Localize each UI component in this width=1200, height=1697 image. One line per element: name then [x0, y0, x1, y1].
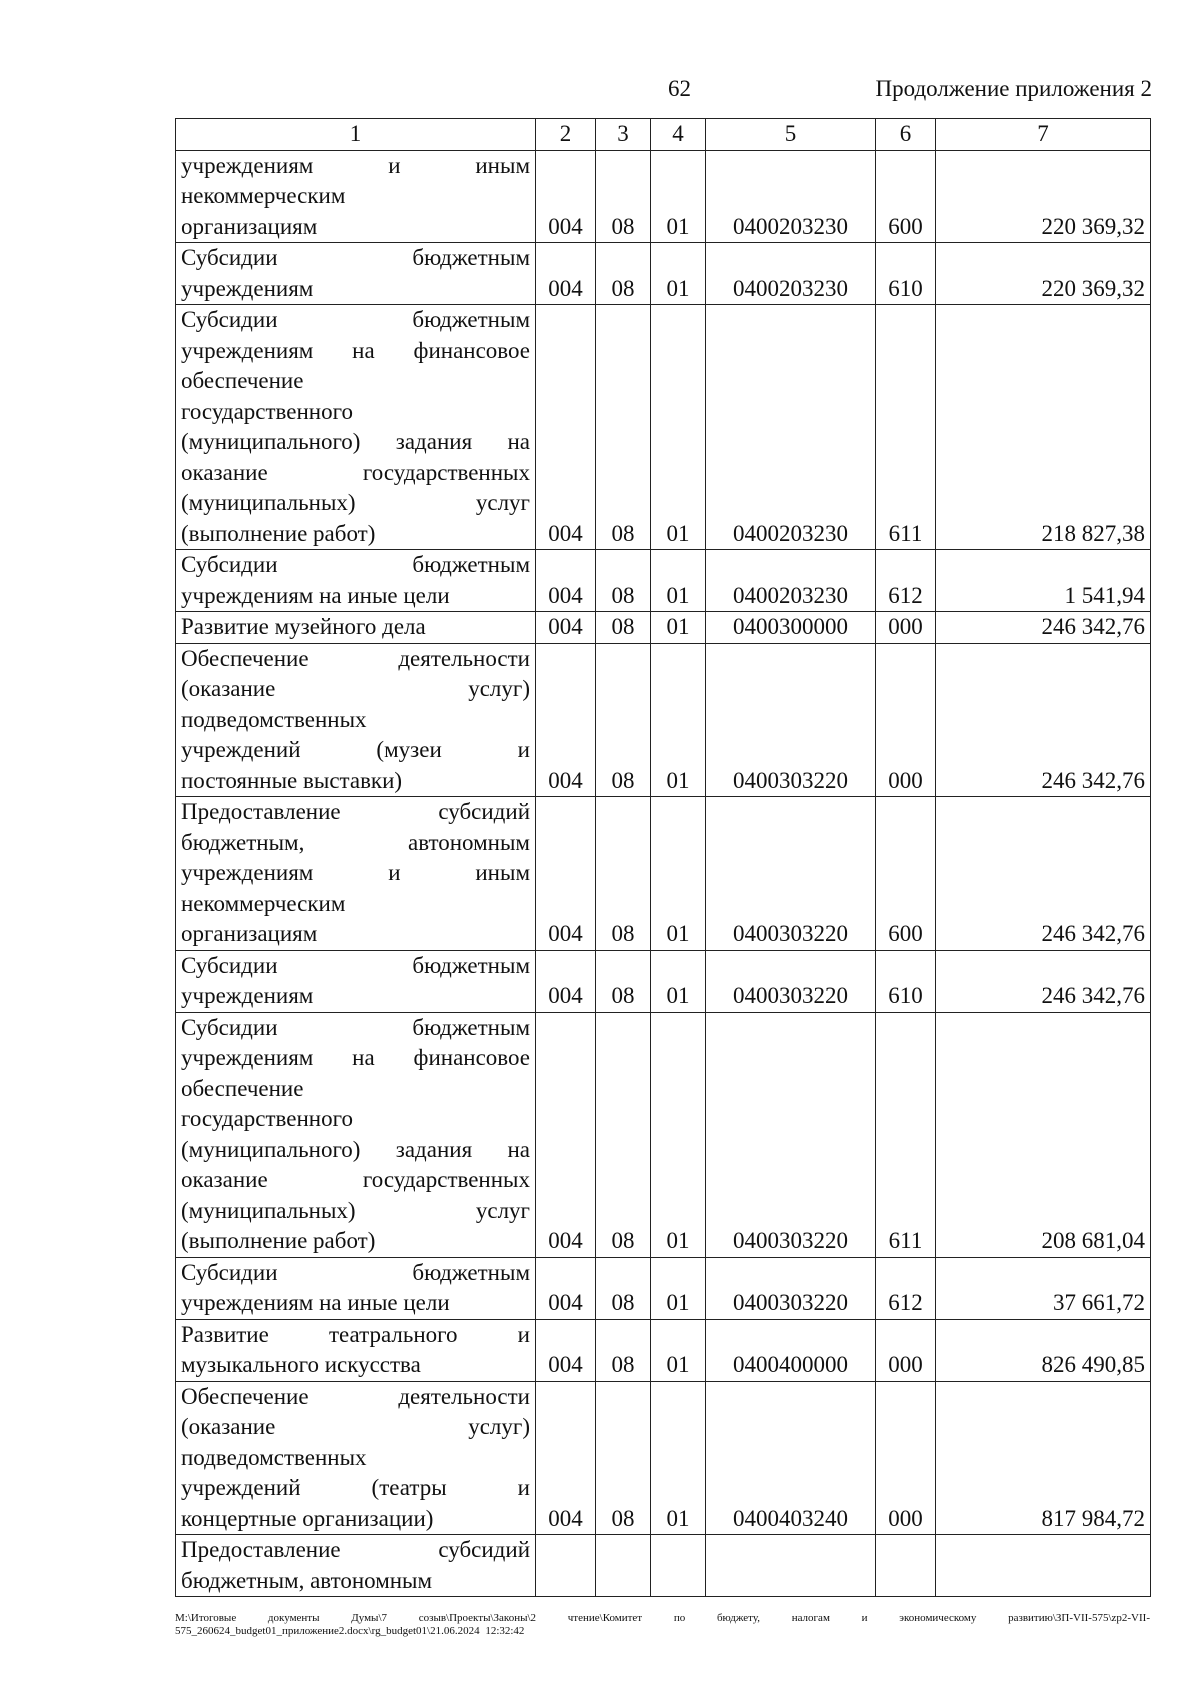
- section-code-cell: 08: [596, 305, 651, 550]
- column-header-4: 4: [651, 119, 706, 151]
- expense-type-cell: 612: [876, 550, 936, 612]
- ministry-code-cell: [536, 1535, 596, 1597]
- expense-type-cell: 000: [876, 612, 936, 644]
- target-article-cell: 0400203230: [706, 550, 876, 612]
- item-name-cell: [176, 305, 536, 550]
- item-name-cell: [176, 797, 536, 951]
- ministry-code-cell: 004: [536, 950, 596, 1012]
- item-name-line: учреждениям на иные цели: [181, 1290, 450, 1315]
- target-article-cell: 0400300000: [706, 612, 876, 644]
- item-name-cell: [176, 150, 536, 243]
- item-name-line: Обеспечение деятельности: [181, 645, 530, 671]
- subsection-code-cell: [651, 1535, 706, 1597]
- target-article-cell: 0400403240: [706, 1381, 876, 1535]
- table-row: [176, 643, 1151, 797]
- column-header-2: 2: [536, 119, 596, 151]
- subsection-code-cell: 01: [651, 797, 706, 951]
- item-name-line: Предоставление субсидий: [181, 799, 530, 824]
- item-name-line: (муниципальных) услуг: [181, 490, 530, 515]
- section-code-cell: [596, 1535, 651, 1597]
- target-article-cell: 0400400000: [706, 1319, 876, 1381]
- item-name-line: концертные организации): [181, 1505, 434, 1531]
- page-number: 62: [668, 76, 691, 101]
- item-name-line: (выполнение работ): [181, 1228, 376, 1253]
- column-header-7: 7: [936, 119, 1151, 151]
- item-name-line: учреждениям: [181, 275, 314, 301]
- item-name-cell: [176, 1535, 536, 1597]
- item-name-line: учреждениям: [181, 983, 314, 1008]
- item-name-line: учреждениям на иные цели: [181, 582, 450, 608]
- budget-table: [175, 118, 1151, 1597]
- section-code-cell: 08: [596, 550, 651, 612]
- item-name-line: (оказание услуг): [181, 676, 530, 701]
- column-header-1: 1: [176, 119, 536, 151]
- document-file-path: M:\Итоговые документы Думы\7 созыв\Проекты\Законы\2 чтение\Комитет по бюджету, налогам и экономическому развитию\ЗП-VII-575\zp2-VII-575_260624_budget01_приложение2.docx\rg_budget01\21.06.2024 12:32:42: [175, 1612, 1150, 1637]
- ministry-code-cell: 004: [536, 1319, 596, 1381]
- table-row: [176, 1535, 1151, 1597]
- ministry-code-cell: 004: [536, 1257, 596, 1319]
- item-name-line: (муниципальных) услуг: [181, 1197, 530, 1223]
- ministry-code-cell: 004: [536, 643, 596, 797]
- item-name-line: учреждениям на финансовое: [181, 1045, 530, 1070]
- expense-type-cell: 611: [876, 1012, 936, 1257]
- expense-type-cell: 610: [876, 243, 936, 305]
- ministry-code-cell: 004: [536, 1381, 596, 1535]
- item-name-line: некоммерческим: [181, 183, 346, 208]
- item-name-cell: [176, 1012, 536, 1257]
- target-article-cell: 0400303220: [706, 1012, 876, 1257]
- item-name-line: Субсидии бюджетным: [181, 552, 530, 577]
- item-name-line: организациям: [181, 213, 318, 239]
- item-name-line: Субсидии бюджетным: [181, 1014, 530, 1040]
- subsection-code-cell: 01: [651, 1257, 706, 1319]
- item-name-line: учреждениям на финансовое: [181, 337, 530, 363]
- section-code-cell: 08: [596, 1319, 651, 1381]
- section-code-cell: 08: [596, 797, 651, 951]
- item-name-line: Обеспечение деятельности: [181, 1383, 530, 1409]
- item-name-line: бюджетным, автономным: [181, 829, 530, 855]
- subsection-code-cell: 01: [651, 1381, 706, 1535]
- expense-type-cell: 000: [876, 1381, 936, 1535]
- table-body: [176, 150, 1151, 1597]
- item-name-line: (оказание услуг): [181, 1414, 530, 1439]
- table-row: [176, 305, 1151, 550]
- ministry-code-cell: 004: [536, 243, 596, 305]
- target-article-cell: 0400303220: [706, 643, 876, 797]
- subsection-code-cell: 01: [651, 550, 706, 612]
- expense-type-cell: 000: [876, 643, 936, 797]
- item-name-line: подведомственных: [181, 1444, 367, 1470]
- target-article-cell: 0400203230: [706, 150, 876, 243]
- table-row: [176, 1257, 1151, 1319]
- subsection-code-cell: 01: [651, 1319, 706, 1381]
- expense-type-cell: [876, 1535, 936, 1597]
- item-name-line: учреждений (театры и: [181, 1475, 530, 1500]
- amount-cell: 218 827,38: [936, 305, 1151, 550]
- item-name-line: учреждениям и иным: [181, 860, 530, 885]
- item-name-line: (муниципального) задания на: [181, 1136, 530, 1162]
- item-name-cell: [176, 243, 536, 305]
- item-name-line: организациям: [181, 921, 318, 946]
- item-name-line: Субсидии бюджетным: [181, 952, 530, 978]
- target-article-cell: 0400203230: [706, 305, 876, 550]
- subsection-code-cell: 01: [651, 612, 706, 644]
- column-header-3: 3: [596, 119, 651, 151]
- item-name-line: Предоставление субсидий: [181, 1537, 530, 1562]
- subsection-code-cell: 01: [651, 150, 706, 243]
- table-row: [176, 1381, 1151, 1535]
- table-row: [176, 1319, 1151, 1381]
- amount-cell: 220 369,32: [936, 150, 1151, 243]
- item-name-line: Развитие театрального и: [181, 1321, 530, 1347]
- expense-type-cell: 600: [876, 150, 936, 243]
- ministry-code-cell: 004: [536, 305, 596, 550]
- table-row: [176, 612, 1151, 644]
- target-article-cell: 0400303220: [706, 950, 876, 1012]
- table-header-row: [176, 119, 1151, 151]
- expense-type-cell: 600: [876, 797, 936, 951]
- amount-cell: 208 681,04: [936, 1012, 1151, 1257]
- item-name-cell: [176, 1257, 536, 1319]
- item-name-cell: [176, 643, 536, 797]
- item-name-line: (выполнение работ): [181, 520, 376, 546]
- appendix-continuation-note: Продолжение приложения 2: [875, 76, 1152, 101]
- target-article-cell: [706, 1535, 876, 1597]
- section-code-cell: 08: [596, 612, 651, 644]
- section-code-cell: 08: [596, 950, 651, 1012]
- expense-type-cell: 611: [876, 305, 936, 550]
- item-name-line: постоянные выставки): [181, 767, 403, 793]
- item-name-line: оказание государственных: [181, 459, 530, 485]
- item-name-line: (муниципального) задания на: [181, 429, 530, 454]
- item-name-cell: [176, 950, 536, 1012]
- expense-type-cell: 610: [876, 950, 936, 1012]
- amount-cell: 817 984,72: [936, 1381, 1151, 1535]
- item-name-line: бюджетным, автономным: [181, 1567, 433, 1593]
- target-article-cell: 0400303220: [706, 797, 876, 951]
- subsection-code-cell: 01: [651, 243, 706, 305]
- amount-cell: 246 342,76: [936, 797, 1151, 951]
- item-name-line: музыкального искусства: [181, 1352, 421, 1377]
- subsection-code-cell: 01: [651, 643, 706, 797]
- section-code-cell: 08: [596, 1012, 651, 1257]
- section-code-cell: 08: [596, 243, 651, 305]
- item-name-line: Субсидии бюджетным: [181, 245, 530, 270]
- table-row: [176, 150, 1151, 243]
- table-row: [176, 550, 1151, 612]
- amount-cell: [936, 1535, 1151, 1597]
- section-code-cell: 08: [596, 1257, 651, 1319]
- amount-cell: 220 369,32: [936, 243, 1151, 305]
- amount-cell: 246 342,76: [936, 612, 1151, 644]
- section-code-cell: 08: [596, 150, 651, 243]
- subsection-code-cell: 01: [651, 305, 706, 550]
- ministry-code-cell: 004: [536, 550, 596, 612]
- item-name-line: учреждений (музеи и: [181, 737, 530, 762]
- item-name-line: Субсидии бюджетным: [181, 1259, 530, 1285]
- ministry-code-cell: 004: [536, 612, 596, 644]
- item-name-line: оказание государственных: [181, 1167, 530, 1192]
- ministry-code-cell: 004: [536, 1012, 596, 1257]
- item-name-line: Развитие музейного дела: [181, 614, 426, 639]
- expense-type-cell: 000: [876, 1319, 936, 1381]
- amount-cell: 1 541,94: [936, 550, 1151, 612]
- amount-cell: 246 342,76: [936, 950, 1151, 1012]
- item-name-cell: [176, 612, 536, 644]
- table-row: [176, 797, 1151, 951]
- item-name-cell: [176, 1319, 536, 1381]
- column-header-5: 5: [706, 119, 876, 151]
- item-name-line: обеспечение: [181, 368, 304, 393]
- item-name-line: государственного: [181, 398, 353, 424]
- target-article-cell: 0400203230: [706, 243, 876, 305]
- column-header-6: 6: [876, 119, 936, 151]
- item-name-line: Субсидии бюджетным: [181, 307, 530, 332]
- table-row: [176, 1012, 1151, 1257]
- subsection-code-cell: 01: [651, 950, 706, 1012]
- item-name-line: некоммерческим: [181, 890, 346, 916]
- item-name-line: учреждениям и иным: [181, 152, 530, 178]
- item-name-cell: [176, 1381, 536, 1535]
- section-code-cell: 08: [596, 643, 651, 797]
- expense-type-cell: 612: [876, 1257, 936, 1319]
- item-name-line: государственного: [181, 1106, 353, 1131]
- ministry-code-cell: 004: [536, 150, 596, 243]
- amount-cell: 37 661,72: [936, 1257, 1151, 1319]
- item-name-line: подведомственных: [181, 706, 367, 732]
- amount-cell: 826 490,85: [936, 1319, 1151, 1381]
- section-code-cell: 08: [596, 1381, 651, 1535]
- target-article-cell: 0400303220: [706, 1257, 876, 1319]
- item-name-line: обеспечение: [181, 1075, 304, 1101]
- item-name-cell: [176, 550, 536, 612]
- ministry-code-cell: 004: [536, 797, 596, 951]
- subsection-code-cell: 01: [651, 1012, 706, 1257]
- amount-cell: 246 342,76: [936, 643, 1151, 797]
- table-row: [176, 950, 1151, 1012]
- table-row: [176, 243, 1151, 305]
